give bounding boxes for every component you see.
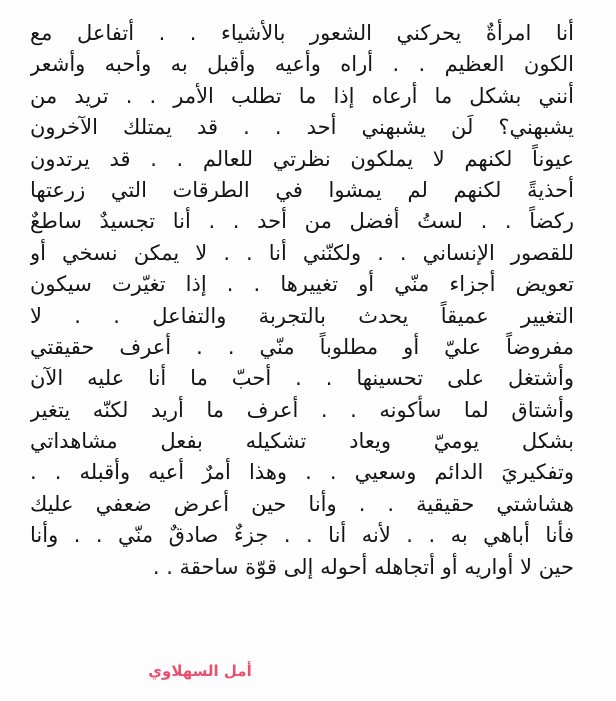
author-signature: أمل السهلاوي [148, 662, 252, 680]
text-line: التغيير عميقاً يحدث بالتجربة والتفاعل . . لا [30, 303, 574, 328]
text-line: ركضاً . . لستُ أفضل من أحد . . أنا تجسيدٌ ساطعٌ [30, 209, 574, 234]
text-block [30, 18, 574, 583]
text-line: حين لا أواريه أو أتجاهله أحوله إلى قوّة ساحقة . . [152, 554, 574, 579]
text-line: الكون العظيم . . أراه وأعيه وأقبل به وأحبه وأشعر [30, 52, 574, 77]
text-line: وأشتغل على تحسينها . . أحبّ ما أنا عليه الآن [30, 366, 574, 391]
text-line: أنا امرأةٌ يحركني الشعور بالأشياء . . أتفاعل مع [30, 21, 574, 45]
text-line: وأشتاق لما سأكونه . . أعرف ما أريد لكنّه يتغير [30, 397, 574, 422]
text-line: أنني بشكل ما أرعاه إذا ما تطلب الأمر . . تريد من [30, 83, 574, 108]
text-line: تعويض أجزاء منّي أو تغييرها . . إذا تغيّرت سيكون [30, 272, 574, 297]
text-line: مفروضاً عليّ أو مطلوباً منّي . . أعرف حقيقتي [30, 334, 574, 359]
text-line: بشكل يوميّ ويعاد تشكيله بفعل مشاهداتي [30, 429, 574, 454]
text-line: وتفكيريَ الدائم وسعيي . . وهذا أمرٌ أعيه وأقبله . . [30, 460, 574, 485]
text-line: فأنا أباهي به . . لأنه أنا . . جزءٌ صادقٌ منّي . . وأنا [30, 523, 574, 548]
text-line: هشاشتي حقيقية . . وأنا حين أعرض ضعفي عليك [30, 491, 574, 516]
text-line: يشبهني؟ لَن يشبهني أحد . . قد يمتلك الآخرون [30, 115, 574, 140]
text-line: عيوناً لكنهم لا يملكون نظرتي للعالم . . قد يرتدون [30, 146, 574, 171]
text-line: أحذيةً لكنهم لم يمشوا في الطرقات التي زرعتها [30, 177, 574, 202]
text-line: للقصور الإنساني . . ولكنّني أنا . . لا يمكن نسخي أو [30, 240, 574, 265]
